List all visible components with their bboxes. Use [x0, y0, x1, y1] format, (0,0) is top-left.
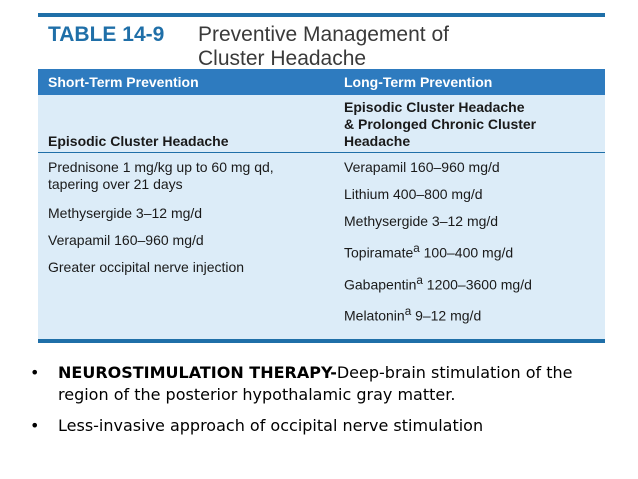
bullet-text: Deep-brain stimulation of the region of the posterior hypothalamic gray matter.	[58, 363, 573, 404]
long-term-column	[338, 159, 605, 335]
table-cell: Greater occipital nerve injection	[48, 259, 245, 275]
table-cell: Methysergide 3–12 mg/d	[48, 205, 203, 221]
table-cell: Methysergide 3–12 mg/d	[344, 213, 499, 229]
table-cell: Verapamil 160–960 mg/d	[48, 232, 204, 248]
subheader-long-term: Episodic Cluster Headache & Prolonged Chronic Cluster Headache	[344, 99, 537, 149]
bullet-icon: •	[30, 363, 40, 382]
table-cell: Lithium 400–800 mg/d	[344, 186, 483, 202]
table-title	[38, 17, 605, 69]
header-long-term: Long-Term Prevention	[344, 74, 493, 90]
table-cell: Prednisone 1 mg/kg up to 60 mg qd, tapering over 21 days	[48, 159, 274, 192]
table-title-text: Preventive Management of Cluster Headache	[198, 23, 449, 70]
table-header-row	[38, 69, 605, 95]
table-number: TABLE 14-9	[48, 23, 165, 46]
table-rows	[38, 153, 605, 339]
bullet-text: Less-invasive approach of occipital nerve stimulation	[58, 416, 484, 435]
footnote-marker: a	[416, 273, 423, 287]
table-body	[38, 95, 605, 343]
preventive-management-table	[38, 13, 605, 343]
bullet-icon: •	[30, 416, 40, 435]
footnote-marker: a	[404, 305, 412, 319]
table-cell: Gabapentin$^a$ 1200–3600 mg/d	[344, 273, 532, 293]
table-cell: Melatonin$^a$ 9–12 mg/d	[344, 305, 482, 324]
table-subheader-row	[38, 95, 605, 152]
table-cell: Topiramate$^a$ 100–400 mg/d	[344, 242, 514, 261]
bullet-bold-text: NEUROSTIMULATION THERAPY-	[58, 363, 337, 382]
footnote-marker: a	[413, 242, 420, 255]
short-term-column	[38, 159, 338, 335]
header-short-term: Short-Term Prevention	[48, 74, 199, 90]
subheader-short-term: Episodic Cluster Headache	[48, 133, 229, 149]
bullet-list	[30, 362, 620, 446]
list-item	[30, 362, 620, 406]
list-item	[30, 415, 620, 437]
table-cell: Verapamil 160–960 mg/d	[344, 159, 500, 175]
